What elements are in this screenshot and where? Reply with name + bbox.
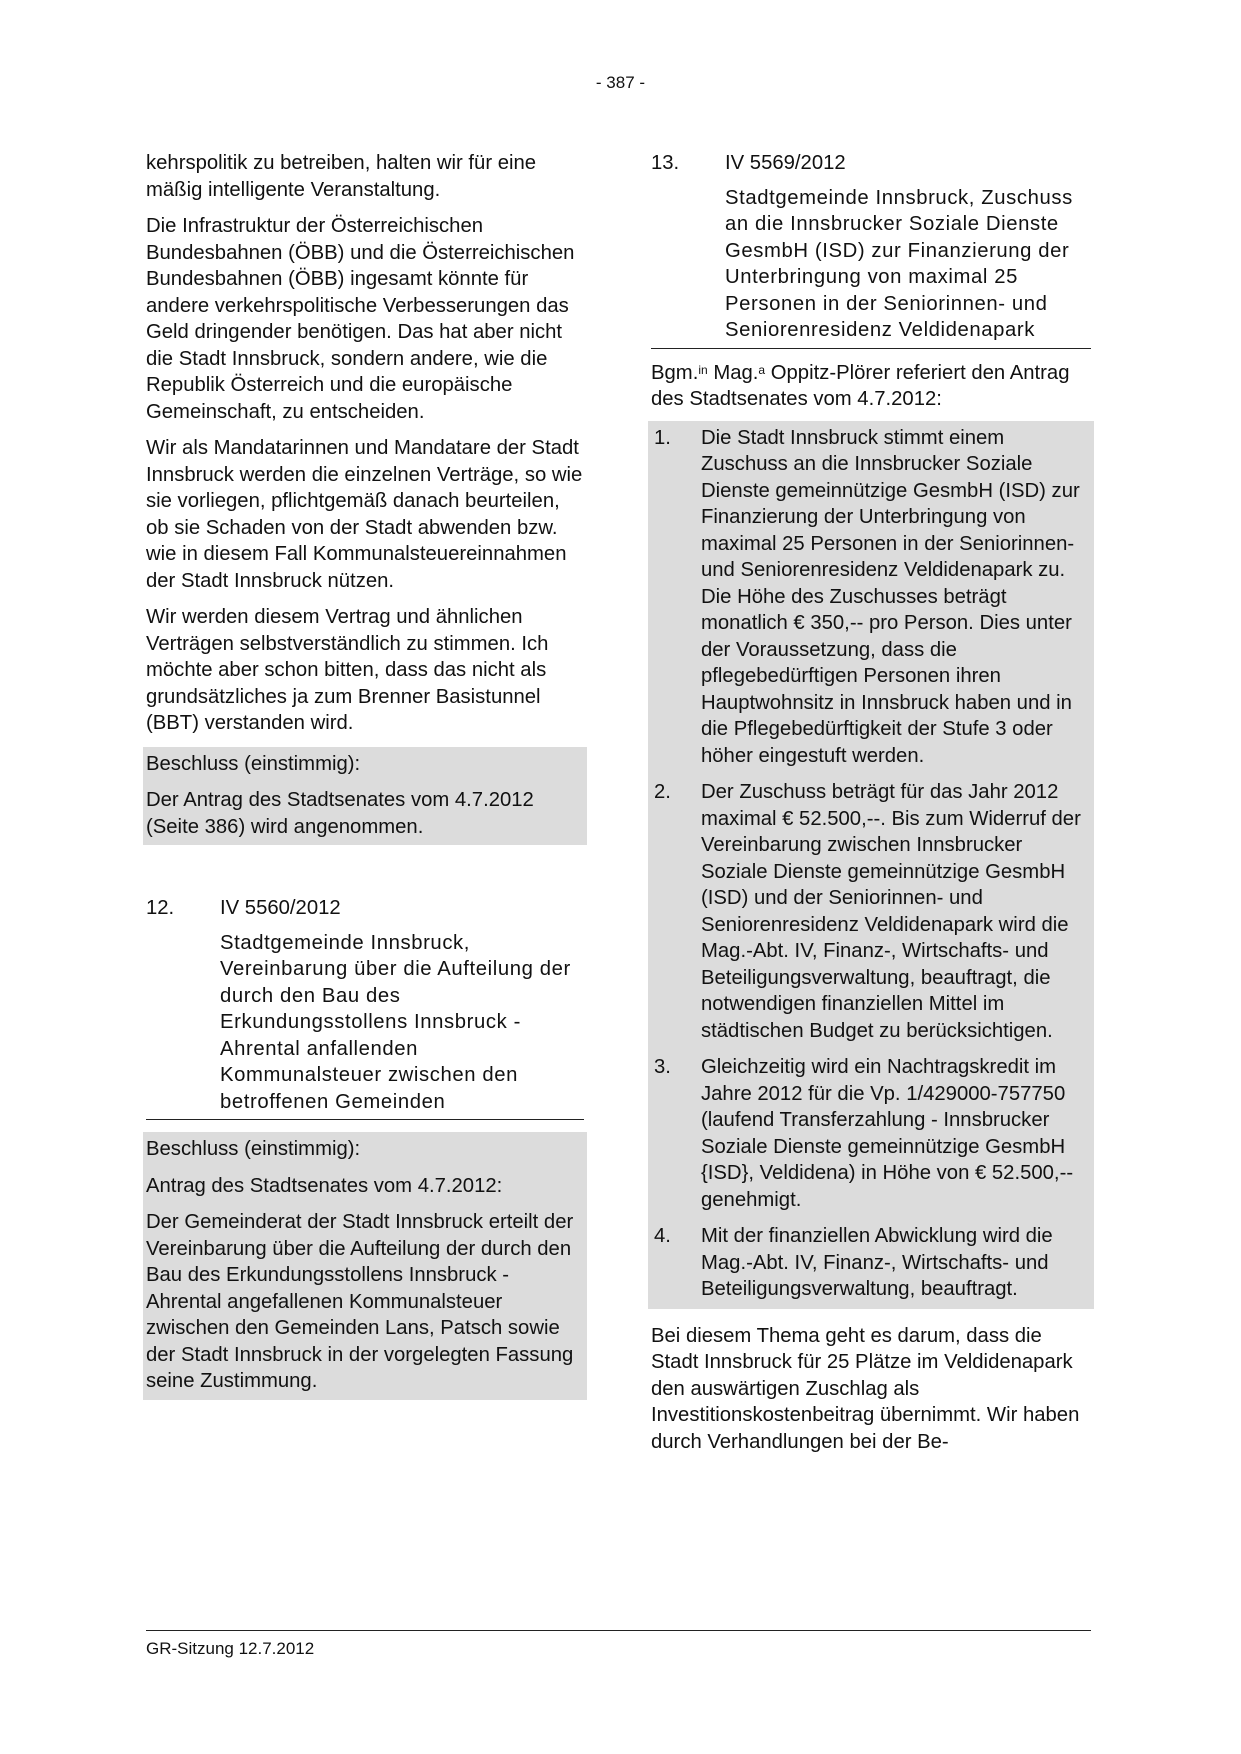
list-item bbox=[651, 779, 1091, 1044]
list-item bbox=[651, 1223, 1091, 1303]
left-column bbox=[146, 150, 584, 1400]
reporter-prefix-sup: in bbox=[698, 362, 708, 377]
list-item-text: Die Stadt Innsbruck stimmt einem Zuschuss an die Innsbrucker Soziale Dienste gemeinnützige GesmbH (ISD) zur Finanzierung der Unterbringung von maximal 25 Personen in der Seniorinnen- und Seniorenresidenz Veldidenapark zu. Die Höhe des Zuschusses beträgt monatlich € 350,-- pro Person. Dies unter der Voraussetzung, dass die pflegebedürftigen Personen ihren Hauptwohnsitz in Innsbruck haben und in die Pflegebedürftigkeit der Stufe 3 oder höher eingestuft werden. bbox=[701, 426, 1080, 767]
list-item-number: 2. bbox=[654, 781, 671, 803]
reporter-title-sup: a bbox=[758, 362, 766, 377]
reporter-line bbox=[651, 360, 1091, 413]
agenda-item-13-header bbox=[651, 150, 1091, 177]
reporter-text: Oppitz-Plörer referiert den Antrag des Stadtsenates vom 4.7.2012: bbox=[651, 361, 1070, 410]
decision-label: Beschluss (einstimmig): bbox=[146, 752, 361, 775]
right-column bbox=[651, 150, 1091, 1455]
decision-text: Der Gemeinderat der Stadt Innsbruck erteilt der Vereinbarung über die Aufteilung der durch den Bau des Erkundungsstollens Innsbruck - Ahrental angefallenen Kommunalsteuer zwischen den Gemeinden Lans, Patsch sowie der Stadt Innsbruck in der vorgelegten Fassung seine Zustimmung. bbox=[146, 1211, 574, 1392]
list-item-text: Der Zuschuss beträgt für das Jahr 2012 maximal € 52.500,--. Bis zum Widerruf der Vereinbarung zwischen Innsbrucker Soziale Dienste gemeinnützige GesmbH (ISD) und der Seniorinnen- und Seniorenresidenz Veldidenapark wird die Mag.-Abt. IV, Finanz-, Wirtschafts- und Beteiligungsverwaltung, beauftragt, die notwendigen finanziellen Mittel im städtischen Budget zu berücksichtigen. bbox=[701, 781, 1081, 1042]
list-item-number: 3. bbox=[654, 1056, 671, 1078]
paragraph: Bei diesem Thema geht es darum, dass die Stadt Innsbruck für 25 Plätze im Veldidenapark den auswärtigen Zuschlag als Investitionskostenbeitrag übernimmt. Wir haben durch Verhandlungen bei der Be- bbox=[651, 1324, 1080, 1453]
reporter-title: Mag. bbox=[713, 361, 759, 384]
agenda-item-title: Stadtgemeinde Innsbruck, Zuschuss an die Innsbrucker Soziale Dienste GesmbH (ISD) zur Finanzierung der Unterbringung von maximal 25 Personen in der Seniorinnen- und Seniorenresidenz Veldidenapark bbox=[725, 186, 1073, 341]
spacer bbox=[146, 845, 584, 895]
agenda-item-code: IV 5560/2012 bbox=[220, 897, 341, 919]
decision-intro: Antrag des Stadtsenates vom 4.7.2012: bbox=[146, 1174, 503, 1197]
section-divider bbox=[651, 348, 1091, 349]
paragraph: kehrspolitik zu betreiben, halten wir für eine mäßig intelligente Veranstaltung. bbox=[146, 152, 537, 201]
list-item bbox=[651, 425, 1091, 770]
paragraph: Wir als Mandatarinnen und Mandatare der Stadt Innsbruck werden die einzelnen Verträge, so wie sie vorliegen, pflichtgemäß danach beurteilen, ob sie Schaden von der Stadt abwenden bzw. wie in diesem Fall Kommunalsteuereinnahmen der Stadt Innsbruck nützen. bbox=[146, 437, 583, 592]
agenda-item-12-header bbox=[146, 895, 584, 922]
motion-list bbox=[648, 421, 1094, 1309]
decision-box bbox=[143, 747, 587, 846]
page-number: - 387 - bbox=[595, 73, 646, 92]
agenda-item-title: Stadtgemeinde Innsbruck, Vereinbarung über die Aufteilung der durch den Bau des Erkundungsstollens Innsbruck - Ahrental anfallenden Kommunalsteuer zwischen den betroffenen Gemeinden bbox=[220, 931, 571, 1113]
agenda-item-code: IV 5569/2012 bbox=[725, 152, 846, 174]
list-item-number: 1. bbox=[654, 426, 671, 449]
paragraph: Wir werden diesem Vertrag und ähnlichen Verträgen selbstverständlich zu stimmen. Ich möchte aber schon bitten, dass das nicht als grundsätzliches ja zum Brenner Basistunnel (BBT) verstanden wird. bbox=[146, 606, 549, 734]
list-item-text: Mit der finanziellen Abwicklung wird die Mag.-Abt. IV, Finanz-, Wirtschafts- und Beteiligungsverwaltung, beauftragt. bbox=[701, 1225, 1053, 1300]
list-item-number: 4. bbox=[654, 1225, 671, 1247]
list-item bbox=[651, 1054, 1091, 1213]
paragraph: Die Infrastruktur der Österreichischen Bundesbahnen (ÖBB) und die Österreichischen Bundesbahnen (ÖBB) ingesamt könnte für andere verkehrspolitische Verbesserungen das Geld dringender benötigen. Das hat aber nicht die Stadt Innsbruck, sondern andere, wie die Republik Österreich und die europäische Gemeinschaft, zu entscheiden. bbox=[146, 215, 575, 423]
footer: GR-Sitzung 12.7.2012 bbox=[146, 1630, 1091, 1659]
decision-label: Beschluss (einstimmig): bbox=[146, 1138, 361, 1160]
list-item-text: Gleichzeitig wird ein Nachtragskredit im Jahre 2012 für die Vp. 1/429000-757750 (laufend Transferzahlung - Innsbrucker Soziale Dienste gemeinnützige GesmbH {ISD}, Veldidena) in Höhe von € 52.500,-- genehmigt. bbox=[701, 1056, 1074, 1211]
decision-box bbox=[143, 1132, 587, 1400]
agenda-item-number: 12. bbox=[146, 897, 175, 919]
agenda-item-number: 13. bbox=[651, 152, 680, 174]
section-divider bbox=[146, 1119, 584, 1120]
reporter-prefix: Bgm. bbox=[651, 361, 699, 384]
decision-text: Der Antrag des Stadtsenates vom 4.7.2012 (Seite 386) wird angenommen. bbox=[146, 789, 534, 838]
